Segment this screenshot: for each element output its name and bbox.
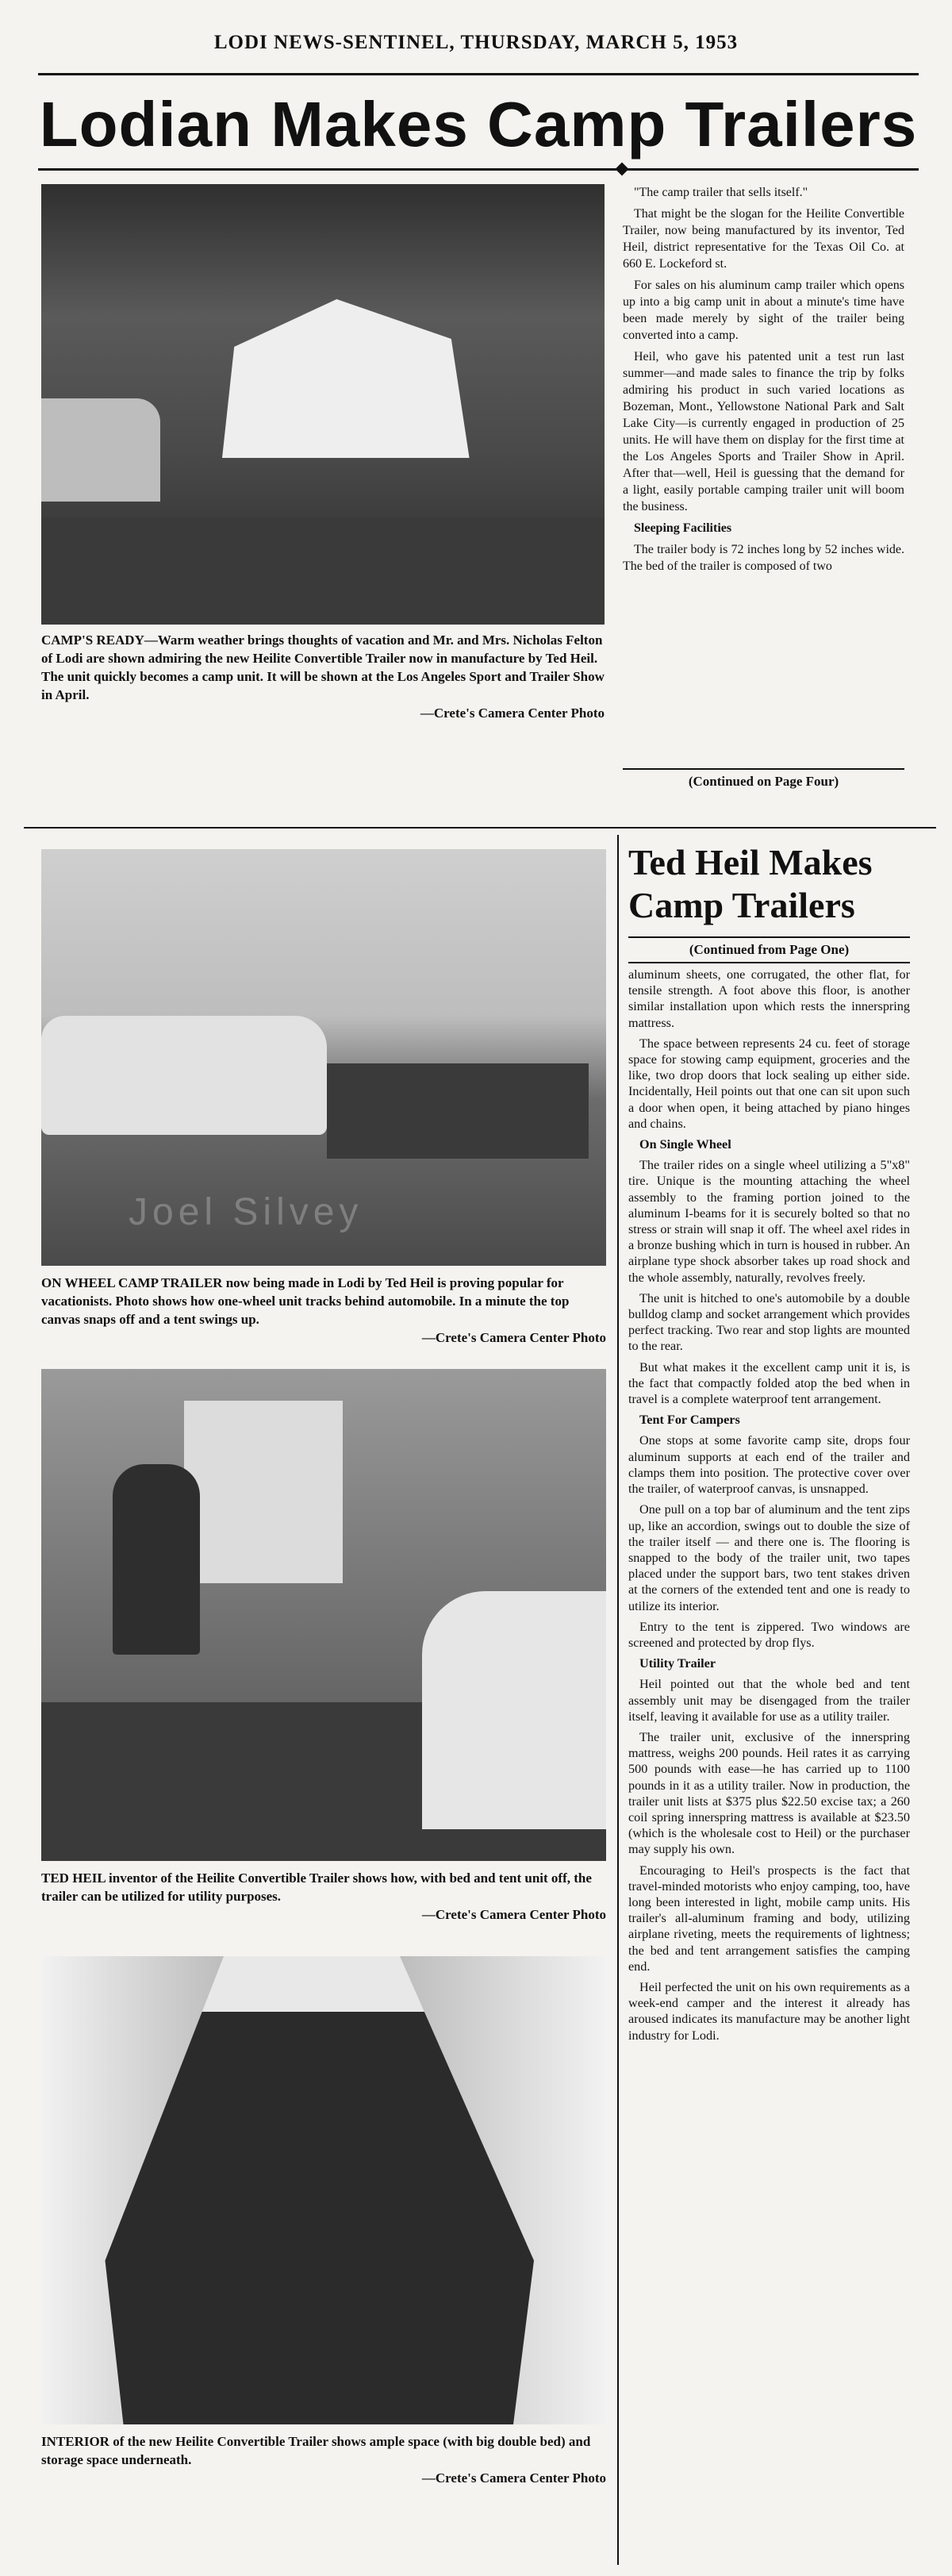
ted-heil-photo bbox=[41, 1369, 606, 1861]
photo-tent-shape bbox=[192, 299, 493, 458]
photo-credit: —Crete's Camera Center Photo bbox=[421, 1907, 606, 1922]
continued-rule bbox=[628, 936, 910, 938]
camp-ready-photo bbox=[41, 184, 605, 625]
story-paragraph: But what makes it the excellent camp unit it is, is the fact that compactly folded atop the bed when in travel is a complete waterproof tent arrangement. bbox=[628, 1359, 910, 1407]
wheel-trailer-photo bbox=[41, 849, 606, 1266]
camp-ready-caption bbox=[41, 631, 605, 722]
story-paragraph: The trailer unit, exclusive of the innerspring mattress, weighs 200 pounds. Heil rates it as carrying 500 pounds with ease—he has carried up to 1100 pounds in it as a utility trailer. Now in production, the trailer unit lists at $375 plus $22.50 excise tax; a 260 coil spring innerspring mattress is available at $23.50 (which is the wholesale cost to Heil) or the purchaser may supply his own. bbox=[628, 1729, 910, 1857]
story-paragraph: "The camp trailer that sells itself." bbox=[634, 186, 808, 199]
story-paragraph: The trailer rides on a single wheel utilizing a 5"x8" tire. Unique is the mounting attaching the wheel assembly to the framing portion joined to the aluminum I-beams for it is securely bolted so that no stress or strain will snap it off. The wheel axel rides in a bronze bushing which in turn is housed in rubber. An airplane type shock absorber takes up road shock and the whole assembly, naturally, revolves freely. bbox=[628, 1158, 910, 1285]
story-paragraph: The unit is hitched to one's automobile by a double bulldog clamp and socket arrangement which provides perfect tracking. Two rear and stop lights are mounted to the rear. bbox=[628, 1290, 910, 1354]
continued-rule bbox=[628, 962, 910, 963]
photo-curtain-right bbox=[400, 1956, 606, 2424]
caption-text: inventor of the Heilite Convertible Trailer shows how, with bed and tent unit off, the trailer can be utilized for utility purposes. bbox=[41, 1870, 592, 1904]
photo-watermark: Joel Silvey bbox=[129, 1191, 363, 1233]
column-rule bbox=[617, 835, 619, 2565]
top-rule bbox=[38, 73, 919, 75]
story-paragraph: Entry to the tent is zippered. Two windows are screened and protected by drop flys. bbox=[628, 1619, 910, 1650]
photo-box-shape bbox=[184, 1401, 343, 1583]
headline-rule bbox=[38, 168, 919, 171]
caption-text: of the new Heilite Convertible Trailer shows ample space (with big double bed) and storage space underneath. bbox=[41, 2434, 591, 2467]
continued-on-page-four: (Continued on Page Four) bbox=[688, 774, 839, 789]
caption-text: —Warm weather brings thoughts of vacation and Mr. and Mrs. Nicholas Felton of Lodi are shown admiring the new Heilite Convertible Trailer now in manufacture by Ted Heil. The unit quickly becomes a camp unit. It will be shown at the Los Angeles Sport and Trailer Show in April. bbox=[41, 632, 605, 702]
story-paragraph: Encouraging to Heil's prospects is the fact that travel-minded motorists who enjoy camping, too, have long been interested in light, mobile camp units. His trailer's all-aluminum framing and body, utilizing airplane riveting, meets the requirements of lightness; the bed and tent arrangement satisfies the camping end. bbox=[628, 1863, 910, 1974]
caption-text: now being made in Lodi by Ted Heil is proving popular for vacationists. Photo shows how one-wheel unit tracks behind automobile. In a minute the top canvas snaps off and a tent swings up. bbox=[41, 1275, 570, 1327]
caption-lead: TED HEIL bbox=[41, 1870, 106, 1886]
dateline: LODI NEWS-SENTINEL, THURSDAY, MARCH 5, 1953 bbox=[213, 32, 739, 53]
subhead-sleeping: Sleeping Facilities bbox=[634, 521, 732, 535]
photo-curtain-left bbox=[41, 1956, 224, 2424]
photo-man-shape bbox=[113, 1464, 200, 1655]
jump-headline: Ted Heil Makes Camp Trailers bbox=[628, 842, 873, 925]
top-story-column bbox=[623, 184, 904, 579]
story-paragraph: One stops at some favorite camp site, drops four aluminum supports at each end of the trailer and clamps them into position. The protective cover over the trailer, of waterproof canvas, is unsnapped. bbox=[628, 1433, 910, 1497]
story-paragraph: The space between represents 24 cu. feet of storage space for stowing camp equipment, groceries and the like, two drop doors that lock sealing up either side. Incidentally, Heil points out that one can sit upon such a door when open, it being attached by piano hinges and chains. bbox=[628, 1036, 910, 1131]
photo-car-shape bbox=[422, 1591, 606, 1829]
photo-car-shape bbox=[41, 398, 160, 502]
caption-lead: CAMP'S READY bbox=[41, 632, 144, 648]
photo-ground-shape bbox=[41, 517, 605, 625]
continued-from-page-one: (Continued from Page One) bbox=[689, 942, 850, 957]
photo-trailer-shape bbox=[327, 1063, 589, 1159]
interior-caption bbox=[41, 2432, 606, 2487]
photo-credit: —Crete's Camera Center Photo bbox=[421, 2470, 606, 2486]
subhead-utility: Utility Trailer bbox=[639, 1656, 716, 1671]
interior-photo bbox=[41, 1956, 606, 2424]
main-headline: Lodian Makes Camp Trailers bbox=[39, 89, 918, 160]
story-paragraph: For sales on his aluminum camp trailer which opens up into a big camp unit in about a minute's time have been made merely by sight of the trailer being converted into a camp. bbox=[623, 279, 904, 342]
subhead-tent: Tent For Campers bbox=[639, 1413, 740, 1428]
section-rule bbox=[24, 827, 936, 829]
story-paragraph: aluminum sheets, one corrugated, the other flat, for tensile strength. A foot above this floor, is another similar installation upon which rests the innerspring mattress. bbox=[628, 967, 910, 1030]
jump-story-column bbox=[628, 967, 910, 2048]
story-paragraph: Heil perfected the unit on his own requirements as a week-end camper and the interest it already has aroused indicates its manufacture may be another light industry for Lodi. bbox=[628, 1979, 910, 2043]
ted-heil-caption bbox=[41, 1869, 606, 1924]
photo-credit: —Crete's Camera Center Photo bbox=[420, 706, 605, 721]
photo-credit: —Crete's Camera Center Photo bbox=[421, 1330, 606, 1345]
story-paragraph: Heil, who gave his patented unit a test run last summer—and made sales to finance the trip by folks admiring his product in such varied locations as Bozeman, Mont., Yellowstone National Park and Salt Lake City—is currently engaged in production of 25 units. He will have them on display for the first time at the Los Angeles Sports and Trailer Show in April. After that—well, Heil is guessing that the demand for a light, easily portable camping trailer unit will boom the business. bbox=[623, 350, 904, 513]
story-paragraph: One pull on a top bar of aluminum and the tent zips up, like an accordion, swings out to double the size of the trailer itself — and there one is. The flooring is snapped to the body of the trailer unit, two tapes placed under the support bars, two tent stakes driven at the corners of the extended tent and one is ready to utilize its interior. bbox=[628, 1502, 910, 1613]
story-paragraph: That might be the slogan for the Heilite Convertible Trailer, now being manufactured by its inventor, Ted Heil, district representative for the Texas Oil Co. at 660 E. Lockeford st. bbox=[623, 207, 904, 271]
story-paragraph: The trailer body is 72 inches long by 52 inches wide. The bed of the trailer is composed of two bbox=[623, 543, 904, 573]
subhead-single-wheel: On Single Wheel bbox=[639, 1137, 731, 1152]
caption-lead: ON WHEEL CAMP TRAILER bbox=[41, 1275, 223, 1290]
rule-ornament bbox=[616, 163, 629, 176]
continued-rule bbox=[623, 768, 904, 770]
caption-lead: INTERIOR bbox=[41, 2434, 109, 2449]
photo-truck-shape bbox=[41, 1016, 327, 1135]
story-paragraph: Heil pointed out that the whole bed and tent assembly unit may be disengaged from the trailer itself, leaving it available for use as a utility trailer. bbox=[628, 1677, 910, 1724]
wheel-trailer-caption bbox=[41, 1274, 606, 1347]
